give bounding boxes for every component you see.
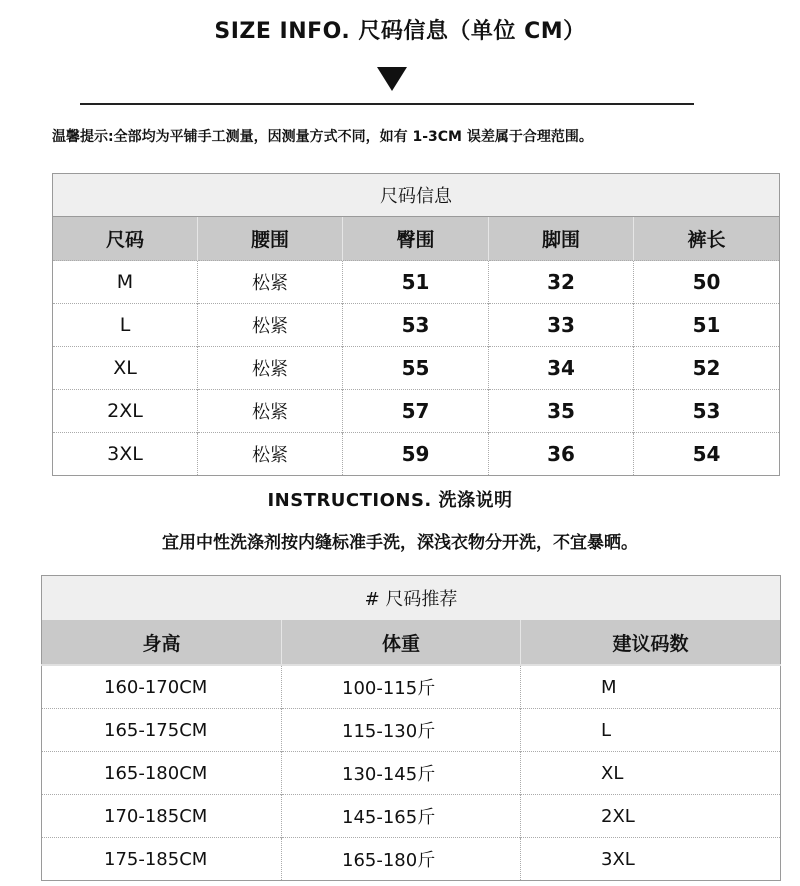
recommend-table — [41, 575, 781, 881]
table-row — [42, 752, 781, 795]
column-header-weight: 体重 — [282, 620, 521, 665]
height-cell: 160-170CM — [42, 665, 282, 709]
leg-opening-cell: 35 — [489, 390, 634, 433]
waist-cell: 松紧 — [198, 390, 343, 433]
table-row — [42, 838, 781, 881]
weight-cell: 115-130斤 — [282, 709, 521, 752]
size-table-caption: 尺码信息 — [53, 174, 780, 217]
length-cell: 53 — [634, 390, 780, 433]
table-row — [53, 433, 780, 476]
hip-cell: 51 — [343, 261, 489, 304]
height-cell: 175-185CM — [42, 838, 282, 881]
length-cell: 51 — [634, 304, 780, 347]
table-row — [53, 347, 780, 390]
table-row — [53, 261, 780, 304]
suggested-size-cell: L — [521, 709, 781, 752]
size-cell: L — [53, 304, 198, 347]
divider — [80, 103, 694, 105]
weight-cell: 165-180斤 — [282, 838, 521, 881]
height-cell: 165-175CM — [42, 709, 282, 752]
hip-cell: 57 — [343, 390, 489, 433]
recommend-table-caption: # 尺码推荐 — [42, 576, 781, 621]
column-header-waist: 腰围 — [198, 217, 343, 261]
length-cell: 50 — [634, 261, 780, 304]
weight-cell: 130-145斤 — [282, 752, 521, 795]
down-arrow-icon — [377, 67, 407, 91]
column-header-length: 裤长 — [634, 217, 780, 261]
waist-cell: 松紧 — [198, 261, 343, 304]
leg-opening-cell: 32 — [489, 261, 634, 304]
size-cell: 3XL — [53, 433, 198, 476]
size-cell: XL — [53, 347, 198, 390]
height-cell: 170-185CM — [42, 795, 282, 838]
waist-cell: 松紧 — [198, 304, 343, 347]
column-header-size: 尺码 — [53, 217, 198, 261]
length-cell: 52 — [634, 347, 780, 390]
instructions-title: INSTRUCTIONS. 洗涤说明 — [267, 490, 513, 511]
washing-instructions: 宜用中性洗涤剂按内缝标准手洗，深浅衣物分开洗，不宜暴晒。 — [162, 533, 638, 553]
suggested-size-cell: 2XL — [521, 795, 781, 838]
column-header-suggested-size: 建议码数 — [521, 620, 781, 665]
hip-cell: 55 — [343, 347, 489, 390]
table-row — [42, 795, 781, 838]
suggested-size-cell: 3XL — [521, 838, 781, 881]
measurement-tip: 温馨提示:全部均为平铺手工测量，因测量方式不同，如有 1-3CM 误差属于合理范围。 — [52, 129, 593, 145]
suggested-size-cell: XL — [521, 752, 781, 795]
size-cell: M — [53, 261, 198, 304]
weight-cell: 100-115斤 — [282, 665, 521, 709]
hip-cell: 53 — [343, 304, 489, 347]
size-table — [52, 173, 780, 476]
table-row — [42, 665, 781, 709]
suggested-size-cell: M — [521, 665, 781, 709]
waist-cell: 松紧 — [198, 433, 343, 476]
weight-cell: 145-165斤 — [282, 795, 521, 838]
page-title: SIZE INFO. 尺码信息（单位 CM） — [214, 19, 586, 44]
leg-opening-cell: 33 — [489, 304, 634, 347]
table-row — [53, 390, 780, 433]
table-row — [42, 709, 781, 752]
column-header-leg-opening: 脚围 — [489, 217, 634, 261]
hip-cell: 59 — [343, 433, 489, 476]
column-header-hip: 臀围 — [343, 217, 489, 261]
leg-opening-cell: 36 — [489, 433, 634, 476]
leg-opening-cell: 34 — [489, 347, 634, 390]
size-cell: 2XL — [53, 390, 198, 433]
waist-cell: 松紧 — [198, 347, 343, 390]
length-cell: 54 — [634, 433, 780, 476]
height-cell: 165-180CM — [42, 752, 282, 795]
column-header-height: 身高 — [42, 620, 282, 665]
table-row — [53, 304, 780, 347]
